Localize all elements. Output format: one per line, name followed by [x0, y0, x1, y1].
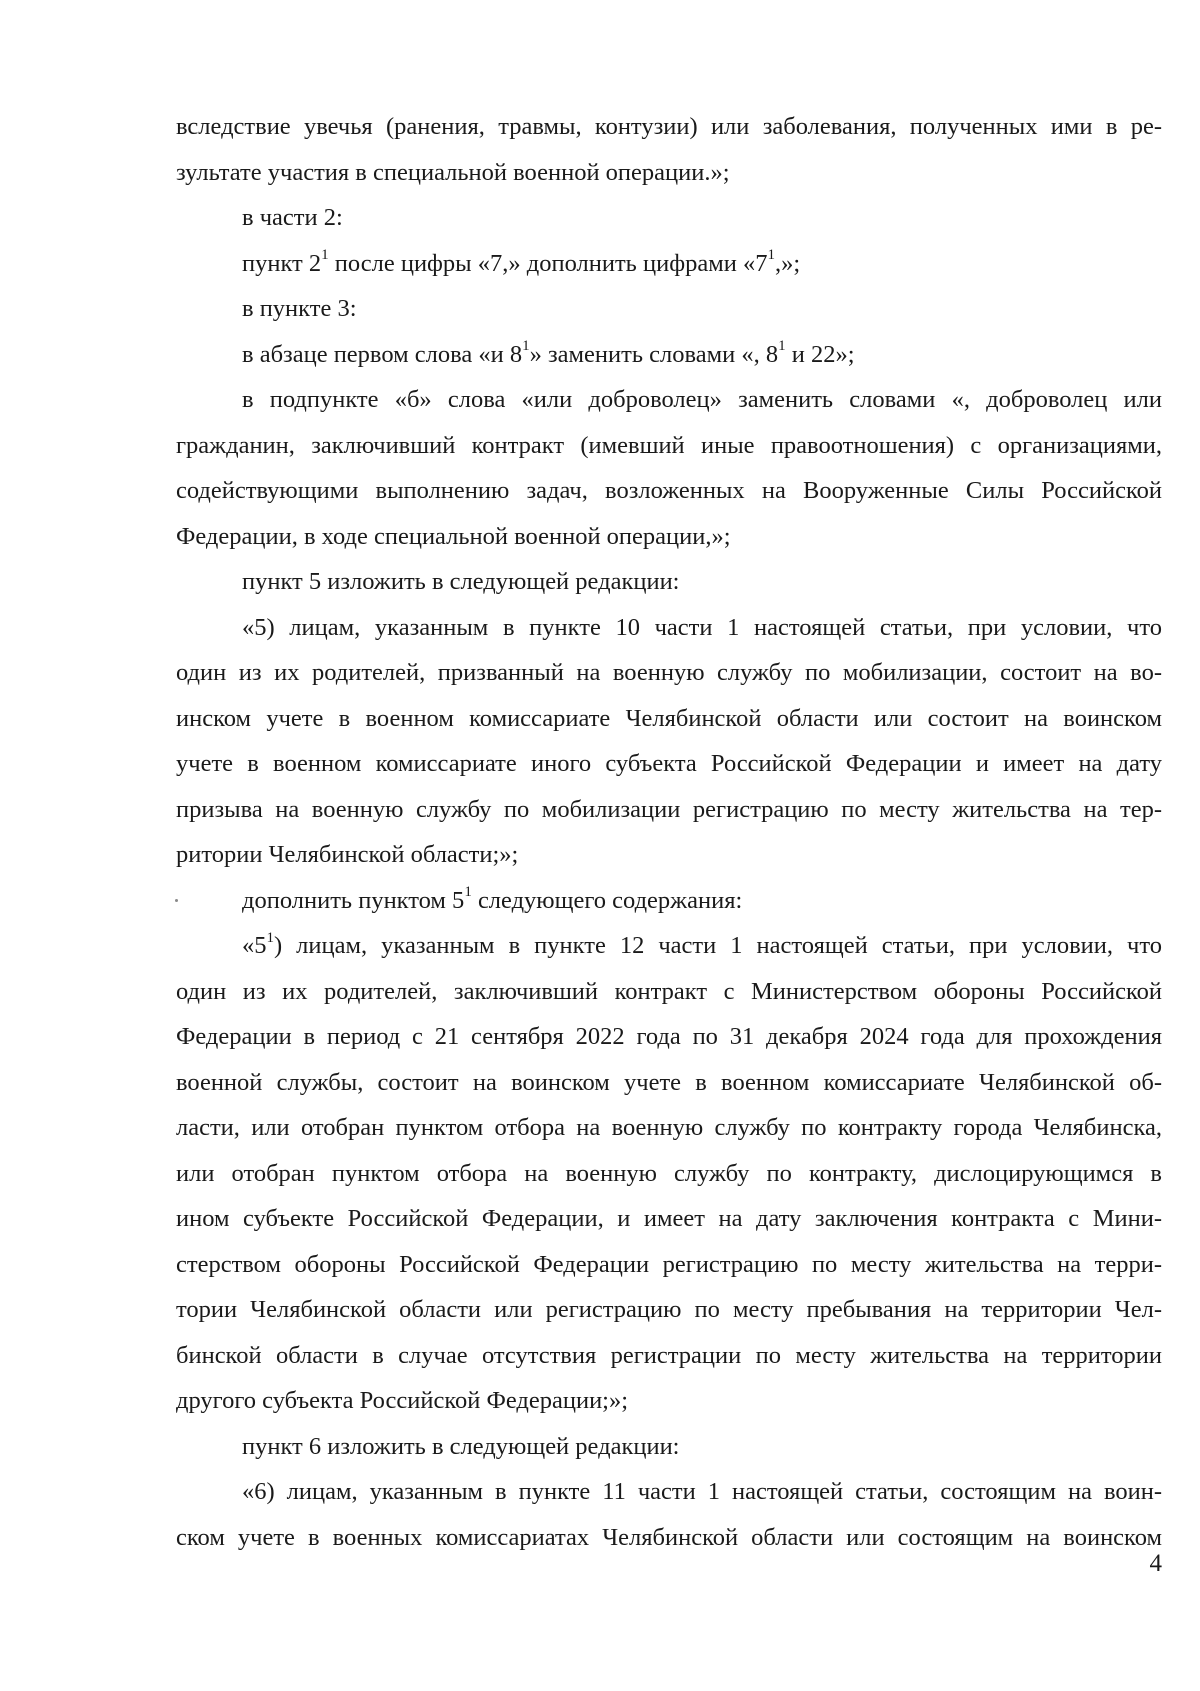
text-run: дополнить пунктом 5	[242, 886, 465, 914]
text-run: «6) лицам, указанным в пункте 11 части 1 настоящей статьи, состоящим на воин-	[242, 1478, 1162, 1505]
text-line	[176, 878, 1162, 924]
text-line	[176, 969, 1162, 1015]
text-line	[176, 1105, 1162, 1151]
text-run: в подпункте «б» слова «или доброволец» заменить словами «, доброволец или	[242, 386, 1162, 413]
text-line	[176, 332, 1162, 378]
text-run: «5) лицам, указанным в пункте 10 части 1 настоящей статьи, при условии, что	[242, 613, 1162, 641]
text-run: ,»;	[774, 249, 801, 277]
text-line	[176, 104, 1162, 150]
text-line	[176, 1469, 1162, 1515]
text-run: Федерации, в ходе специальной военной операции,»;	[176, 522, 731, 550]
text-run: гражданин, заключивший контракт (имевший иные правоотношения) с организациями,	[176, 431, 1162, 459]
text-run: содействующими выполнению задач, возложенных на Вооруженные Силы Российской	[176, 477, 1162, 504]
text-line	[176, 1014, 1162, 1060]
text-run: тории Челябинской области или регистрацию по месту пребывания на территории Чел-	[176, 1296, 1162, 1323]
text-line	[176, 286, 1162, 332]
text-run: следующего содержания:	[471, 886, 743, 914]
text-run: призыва на военную службу по мобилизации регистрацию по месту жительства на тер-	[176, 795, 1162, 823]
text-line	[176, 1333, 1162, 1379]
text-run: пункт 6 изложить в следующей редакции:	[242, 1432, 680, 1460]
text-line	[176, 195, 1162, 241]
text-run: ) лицам, указанным в пункте 12 части 1 настоящей статьи, при условии, что	[274, 932, 1162, 959]
text-run: Федерации в период с 21 сентября 2022 года по 31 декабря 2024 года для прохождения	[176, 1023, 1162, 1050]
text-run: » заменить словами «, 8	[529, 340, 779, 368]
text-run: пункт 5 изложить в следующей редакции:	[242, 568, 680, 595]
text-run: после цифры «7,» дополнить цифрами «7	[328, 249, 768, 277]
text-run: стерством обороны Российской Федерации регистрацию по месту жительства на терри-	[176, 1250, 1162, 1278]
text-run: «5	[242, 932, 267, 959]
text-line	[176, 1151, 1162, 1197]
text-run: вследствие увечья (ранения, травмы, контузии) или заболевания, полученных ими в ре-	[176, 113, 1162, 140]
text-line	[176, 241, 1162, 287]
text-run: ском учете в военных комиссариатах Челябинской области или состоящим на воинском	[176, 1523, 1162, 1551]
text-line	[176, 605, 1162, 651]
text-line	[176, 1378, 1162, 1424]
text-run: учете в военном комиссариате иного субъекта Российской Федерации и имеет на дату	[176, 750, 1162, 777]
text-run: один из их родителей, призванный на военную службу по мобилизации, состоит на во-	[176, 659, 1162, 686]
text-line	[176, 832, 1162, 878]
superscript: 1	[266, 929, 274, 946]
superscript: 1	[522, 338, 530, 355]
text-line	[176, 650, 1162, 696]
text-line	[176, 1424, 1162, 1470]
text-run: или отобран пунктом отбора на военную службу по контракту, дислоцирующимся в	[176, 1159, 1162, 1187]
text-line	[176, 1242, 1162, 1288]
page-number: 4	[1149, 1550, 1162, 1577]
text-line	[176, 514, 1162, 560]
text-run: в части 2:	[242, 204, 343, 231]
text-run: в абзаце первом слова «и 8	[242, 340, 523, 368]
superscript: 1	[321, 247, 329, 264]
text-run: зультате участия в специальной военной операции.»;	[176, 158, 730, 186]
text-line	[176, 377, 1162, 423]
text-run: и 22»;	[785, 340, 855, 368]
text-line	[176, 1060, 1162, 1106]
superscript: 1	[464, 884, 472, 901]
superscript: 1	[767, 247, 775, 264]
text-line	[176, 559, 1162, 605]
text-line	[176, 423, 1162, 469]
text-run: ритории Челябинской области;»;	[176, 841, 519, 868]
text-line	[176, 696, 1162, 742]
text-line	[176, 1515, 1162, 1561]
text-run: инском учете в военном комиссариате Челябинской области или состоит на воинском	[176, 704, 1162, 732]
superscript: 1	[778, 338, 786, 355]
text-line	[176, 1287, 1162, 1333]
text-line	[176, 150, 1162, 196]
scan-speck	[175, 899, 178, 902]
text-line	[176, 787, 1162, 833]
text-line	[176, 1196, 1162, 1242]
text-run: другого субъекта Российской Федерации;»;	[176, 1387, 629, 1414]
text-run: один из их родителей, заключивший контракт с Министерством обороны Российской	[176, 977, 1162, 1005]
text-run: военной службы, состоит на воинском учете в военном комиссариате Челябинской об-	[176, 1068, 1162, 1096]
text-line	[176, 468, 1162, 514]
text-line	[176, 741, 1162, 787]
text-run: ином субъекте Российской Федерации, и имеет на дату заключения контракта с Мини-	[176, 1205, 1162, 1232]
text-run: в пункте 3:	[242, 295, 357, 322]
text-run: бинской области в случае отсутствия регистрации по месту жительства на территории	[176, 1341, 1162, 1369]
text-line	[176, 923, 1162, 969]
document-body	[176, 104, 1162, 1560]
text-run: ласти, или отобран пунктом отбора на военную службу по контракту города Челябинска,	[176, 1114, 1162, 1141]
text-run: пункт 2	[242, 249, 322, 277]
